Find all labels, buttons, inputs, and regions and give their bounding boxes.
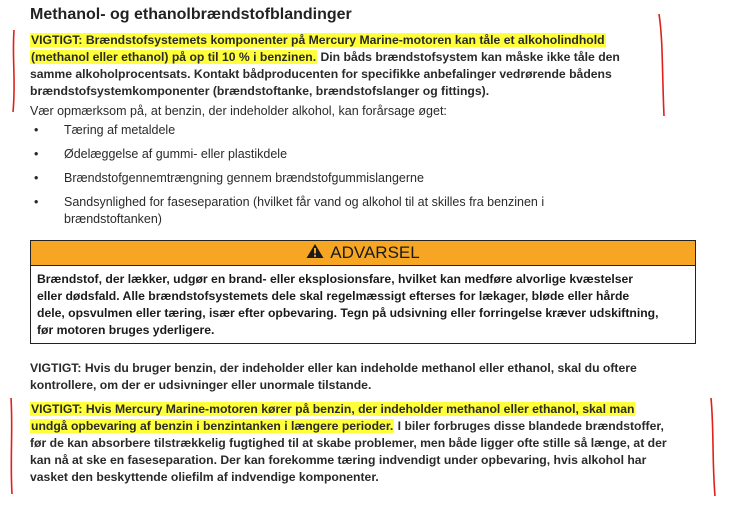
bullet-icon: • [34, 147, 39, 161]
list-item: • Ødelæggelse af gummi- eller plastikdele [34, 147, 288, 161]
section-heading: Methanol- og ethanolbrændstofblandinger [30, 6, 352, 23]
note-text: Din båds brændstofsystem kan måske ikke tåle den [317, 50, 620, 64]
note-text: I biler forbruges disse blandede brændstoffer, [394, 419, 664, 433]
note-text: brændstofsystemkomponenter (brændstoftanke, brændstofslanger og fittings). [30, 84, 490, 98]
highlighted-text: (methanol eller ethanol) på op til 10 % i benzinen. [31, 50, 317, 64]
bullet-icon: • [34, 123, 39, 137]
important-note-2: VIGTIGT: Hvis du bruger benzin, der indeholder eller kan indeholde methanol eller ethanol, skal du oftere kontrollere, om der er udsivninger eller unormale tilstande. [30, 361, 637, 392]
important-note-3: VIGTIGT: Hvis Mercury Marine-motoren kører på benzin, der indeholder methanol eller ethanol, skal man undgå opbevaring af benzin i benzintanken i længere perioder. I biler forbruges disse blandede brændstoffer, før de kan absorbere tilstrækkelig fugtighed til at skabe problemer, men både ligger ofte stille så længe, at der kan nå at ske en faseseparation. Der kan forekomme tæring indvendigt under opbevaring, hvis alkohol har vasket den beskyttende oliefilm af indvendige komponenter. [30, 402, 667, 484]
list-item: • Tæring af metaldele [34, 123, 176, 137]
warning-body: Brændstof, der lækker, udgør en brand- eller eksplosionsfare, hvilket kan medføre alvorlige kvæstelser eller dødsfald. Alle brændstofsystemets dele skal regelmæssigt efterses for lækager, bløde eller hårde dele, opsvulmen eller tæring, især efter opbevaring. Tegn på udsivning eller forringelse kræver udskiftning, før motoren bruges yderligere. [37, 272, 659, 337]
bullet-icon: • [34, 171, 39, 185]
highlighted-text: VIGTIGT: Hvis Mercury Marine-motoren kører på benzin, der indeholder methanol eller ethanol, skal man [31, 402, 635, 416]
warning-title: ADVARSEL [330, 243, 420, 262]
bullet-icon: • [34, 195, 39, 209]
list-item: • Brændstofgennemtrængning gennem brændstofgummislangerne [34, 171, 424, 185]
highlighted-text: undgå opbevaring af benzin i benzintanken i længere perioder. [31, 419, 394, 433]
highlighted-text: VIGTIGT: Brændstofsystemets komponenter på Mercury Marine-motoren kan tåle et alkoholindhold [31, 33, 605, 47]
list-item: • Sandsynlighed for faseseparation (hvilket får vand og alkohol til at skilles fra benzinen i brændstoftanken) [34, 195, 545, 226]
intro-text: Vær opmærksom på, at benzin, der indeholder alkohol, kan forårsage øget: [30, 104, 447, 118]
note-text: samme alkoholprocentsats. Kontakt bådproducenten for specifikke anbefalinger vedrørende bådens [30, 67, 612, 81]
